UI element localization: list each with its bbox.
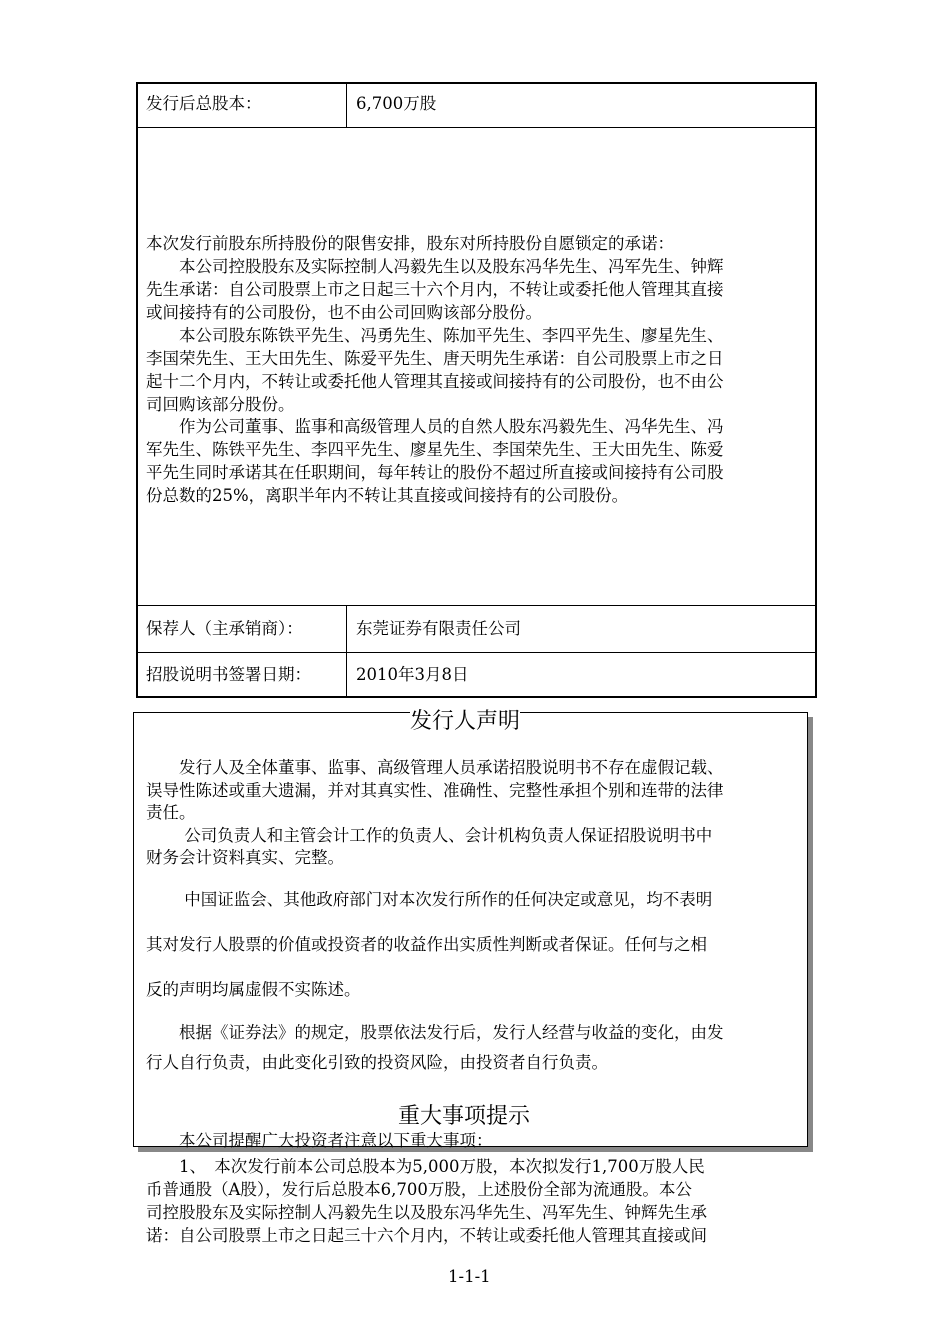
sign-date-value: 2010年3月8日 (356, 665, 469, 684)
text-line: 李国荣先生、王大田先生、陈爱平先生、唐天明先生承诺：自公司股票上市之日 (146, 349, 724, 368)
text-line: 1、 本次发行前本公司总股本为5,000万股，本次拟发行1,700万股人民 (146, 1157, 705, 1176)
divider (346, 605, 347, 698)
text-line: 或间接持有的公司股份，也不由公司回购该部分股份。 (146, 303, 542, 322)
text-line: 诺：自公司股票上市之日起三十六个月内，不转让或委托他人管理其直接或间 (146, 1226, 707, 1245)
divider (346, 84, 347, 127)
text-line: 发行人及全体董事、监事、高级管理人员承诺招股说明书不存在虚假记载、 (146, 758, 724, 777)
divider (138, 127, 815, 128)
total-shares-label: 发行后总股本： (146, 94, 262, 113)
text-line: 本公司控股股东及实际控制人冯毅先生以及股东冯华先生、冯军先生、钟辉 (146, 257, 724, 276)
text-line: 误导性陈述或重大遗漏，并对其真实性、准确性、完整性承担个别和连带的法律 (146, 781, 724, 800)
text-line: 公司负责人和主管会计工作的负责人、会计机构负责人保证招股说明书中 (146, 826, 713, 845)
total-shares-value: 6,700万股 (356, 94, 437, 113)
text-line: 其对发行人股票的价值或投资者的收益作出实质性判断或者保证。任何与之相 (146, 935, 707, 954)
declaration-title: 发行人声明 (410, 704, 520, 735)
text-line: 平先生同时承诺其在任职期间，每年转让的股份不超过所直接或间接持有公司股 (146, 463, 724, 482)
divider (138, 652, 815, 653)
text-line: 根据《证券法》的规定，股票依法发行后，发行人经营与收益的变化，由发 (146, 1023, 724, 1042)
divider (138, 605, 815, 606)
text-line: 本公司股东陈铁平先生、冯勇先生、陈加平先生、李四平先生、廖星先生、 (146, 326, 724, 345)
text-line: 财务会计资料真实、完整。 (146, 848, 344, 867)
text-line: 责任。 (146, 803, 196, 822)
major-matters-title: 重大事项提示 (398, 1104, 531, 1129)
text-line: 作为公司董事、监事和高级管理人员的自然人股东冯毅先生、冯华先生、冯 (146, 417, 724, 436)
text-line: 起十二个月内，不转让或委托他人管理其直接或间接持有的公司股份，也不由公 (146, 372, 724, 391)
sponsor-value: 东莞证券有限责任公司 (356, 619, 521, 638)
sign-date-label: 招股说明书签署日期： (146, 665, 311, 684)
text-line: 先生承诺：自公司股票上市之日起三十六个月内，不转让或委托他人管理其直接 (146, 280, 724, 299)
sponsor-label: 保荐人（主承销商）： (146, 619, 303, 638)
text-line: 反的声明均属虚假不实陈述。 (146, 980, 361, 999)
text-line: 军先生、陈铁平先生、李四平先生、廖星先生、李国荣先生、王大田先生、陈爱 (146, 440, 724, 459)
text-line: 司控股股东及实际控制人冯毅先生以及股东冯华先生、冯军先生、钟辉先生承 (146, 1203, 707, 1222)
page-number: 1-1-1 (448, 1267, 491, 1286)
text-line: 本公司提醒广大投资者注意以下重大事项： (146, 1131, 493, 1150)
text-line: 司回购该部分股份。 (146, 395, 295, 414)
text-line: 本次发行前股东所持股份的限售安排，股东对所持股份自愿锁定的承诺： (146, 234, 674, 253)
text-line: 份总数的25%，离职半年内不转让其直接或间接持有的公司股份。 (146, 486, 629, 505)
text-line: 中国证监会、其他政府部门对本次发行所作的任何决定或意见，均不表明 (146, 890, 713, 909)
text-line: 行人自行负责，由此变化引致的投资风险，由投资者自行负责。 (146, 1053, 608, 1072)
text-line: 币普通股（A股），发行后总股本6,700万股，上述股份全部为流通股。本公 (146, 1180, 692, 1199)
